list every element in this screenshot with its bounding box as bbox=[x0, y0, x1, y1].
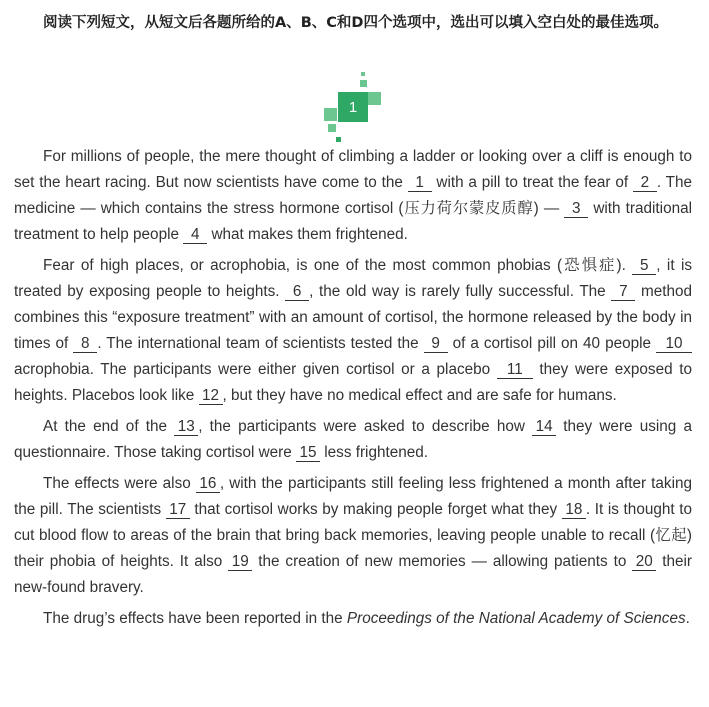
paragraph-1: For millions of people, the mere thought of climbing a ladder or looking over a cliff is enough to set the heart racing. But now scientists have come to the 1 with a pill to treat the fear of 2 . The medicine — which contains the stress hormone cortisol (压力荷尔蒙皮质醇) — 3 with traditional treatment to help people 4 what makes them frightened. bbox=[14, 148, 692, 243]
passage-number-badge bbox=[320, 70, 386, 146]
passage-text bbox=[14, 144, 692, 637]
blank-11: 11 bbox=[497, 361, 533, 379]
blank-7: 7 bbox=[611, 283, 635, 301]
blank-18: 18 bbox=[562, 501, 586, 519]
blank-1: 1 bbox=[408, 174, 432, 192]
blank-3: 3 bbox=[564, 200, 588, 218]
paragraph-2: Fear of high places, or acrophobia, is one of the most common phobias (恐惧症). 5 , it is treated by exposing people to heights. 6 , the old way is rarely fully successful. The 7 method combines this “exposure treatment” with an amount of cortisol, the hormone released by the body in times of 8 . The international team of scientists tested the 9 of a cortisol pill on 40 people 10 acrophobia. The participants were either given cortisol or a placebo 11 they were exposed to heights. Placebos look like 12 , but they have no medical effect and are safe for humans. bbox=[14, 257, 693, 404]
blank-10: 10 bbox=[656, 335, 692, 353]
paragraph-4: The effects were also 16 , with the participants still feeling less frightened a month after taking the pill. The scientists 17 that cortisol works by making people forget what they 18 . It is thought to cut blood flow to areas of the brain that bring back memories, leaving people unable to recall (忆起) their phobia of heights. It also 19 the creation of new memories — allowing patients to 20 their new-found bravery. bbox=[14, 475, 692, 596]
paragraph-5: The drug’s effects have been reported in the Proceedings of the National Academy of Sciences. bbox=[43, 610, 690, 627]
passage-number: 1 bbox=[338, 92, 368, 122]
blank-2: 2 bbox=[633, 174, 657, 192]
blank-15: 15 bbox=[296, 444, 320, 462]
blank-13: 13 bbox=[174, 418, 198, 436]
paragraph-3: At the end of the 13 , the participants were asked to describe how 14 they were using a questionnaire. Those taking cortisol were 15 less frightened. bbox=[14, 418, 692, 461]
blank-19: 19 bbox=[228, 553, 252, 571]
blank-5: 5 bbox=[632, 257, 656, 275]
blank-14: 14 bbox=[532, 418, 556, 436]
blank-17: 17 bbox=[166, 501, 190, 519]
blank-4: 4 bbox=[183, 226, 207, 244]
blank-12: 12 bbox=[199, 387, 223, 405]
blank-8: 8 bbox=[73, 335, 97, 353]
blank-16: 16 bbox=[196, 475, 220, 493]
blank-6: 6 bbox=[285, 283, 309, 301]
journal-title: Proceedings of the National Academy of Sciences bbox=[346, 610, 686, 627]
blank-20: 20 bbox=[632, 553, 656, 571]
instructions: 阅读下列短文，从短文后各题所给的A、B、C和D四个选项中，选出可以填入空白处的最佳选项。 bbox=[43, 15, 668, 31]
blank-9: 9 bbox=[424, 335, 448, 353]
